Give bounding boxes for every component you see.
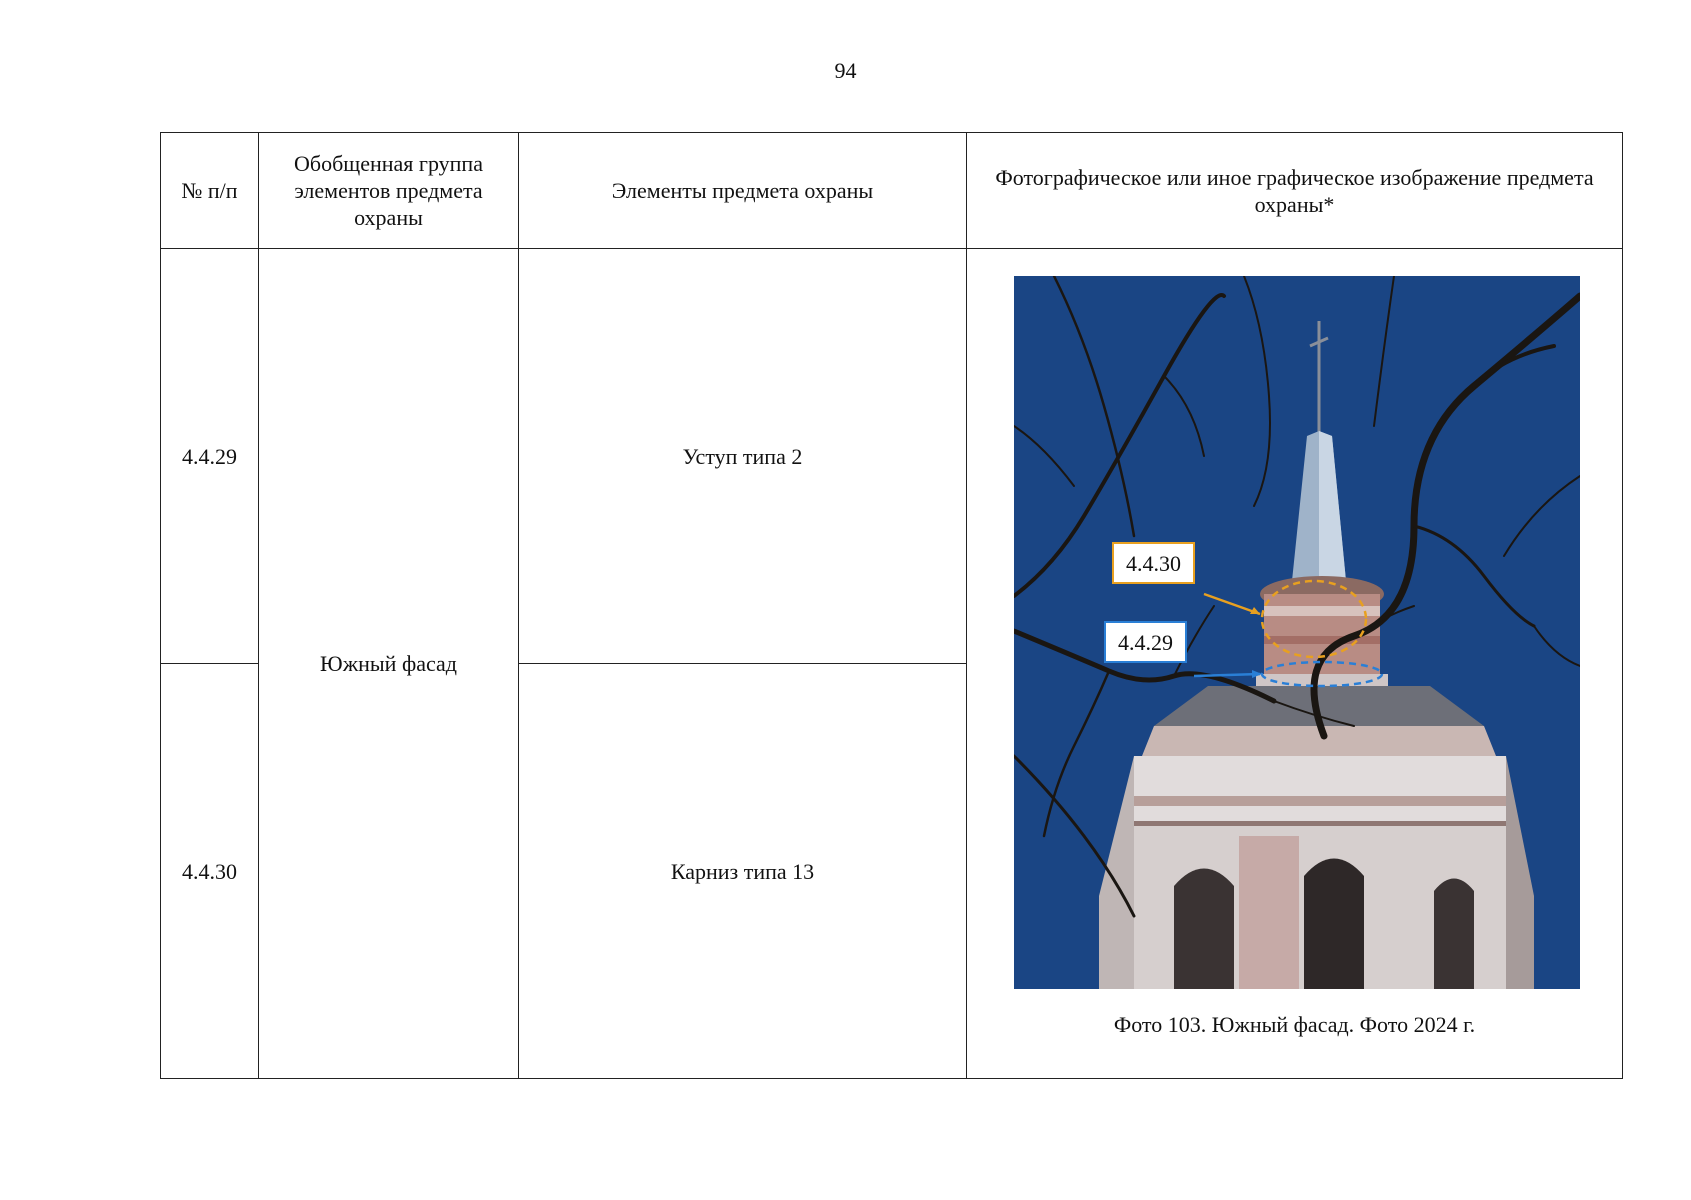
photo-cell xyxy=(967,249,1623,1079)
row-number: 4.4.29 xyxy=(161,249,259,664)
page-number: 94 xyxy=(834,58,857,83)
table-row xyxy=(161,249,1623,664)
bell-tower-photo xyxy=(1014,276,1580,989)
group-cell: Южный фасад xyxy=(259,249,519,1079)
label-4-4-30: 4.4.30 xyxy=(1112,542,1195,584)
element-cell: Уступ типа 2 xyxy=(519,249,967,664)
photo-caption: Фото 103. Южный фасад. Фото 2024 г. xyxy=(1113,1012,1476,1037)
table-header-row xyxy=(161,133,1623,249)
header-group: Обобщенная группа элементов предмета охраны xyxy=(259,133,519,249)
header-elements: Элементы предмета охраны xyxy=(519,133,967,249)
element-cell: Карниз типа 13 xyxy=(519,664,967,1079)
header-number: № п/п xyxy=(161,133,259,249)
label-4-4-29: 4.4.29 xyxy=(1104,621,1187,663)
protection-elements-table xyxy=(160,132,1623,1079)
header-photo: Фотографическое или иное графическое изображение предмета охраны* xyxy=(967,133,1623,249)
row-number: 4.4.30 xyxy=(161,664,259,1079)
